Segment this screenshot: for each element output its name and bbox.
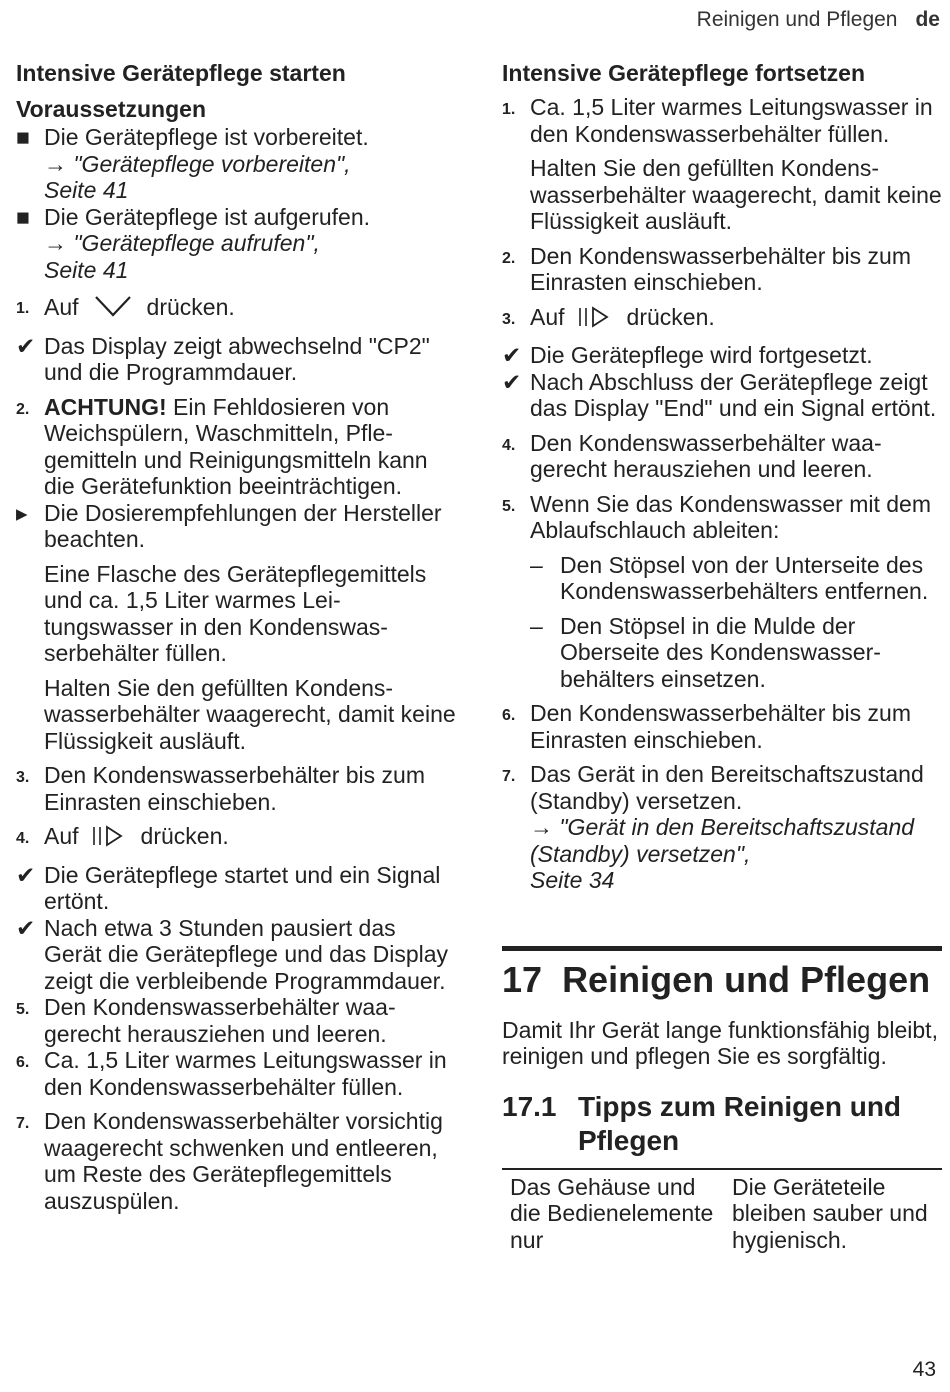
start-pause-icon	[577, 305, 613, 335]
arrow-marker: ▸	[16, 499, 28, 526]
chapter-intro: Damit Ihr Gerät lange funktionsfähig bleibt, reinigen und pflegen Sie es sorgfältig.	[502, 1016, 938, 1069]
step-text: Den Kondenswasserbehälter waagerecht herausziehen und leeren.	[44, 994, 396, 1047]
step-item	[16, 823, 456, 854]
step-number: 4.	[502, 436, 516, 454]
step-number: 2.	[16, 400, 30, 418]
prerequisites-heading: Voraussetzungen	[16, 96, 206, 122]
step-item	[16, 394, 456, 500]
paragraph-text: Eine Flasche des Gerätepflegemittels und ca. 1,5 Liter warmes Leitungswasser in den Kondenswasserbehälter füllen.	[44, 560, 427, 666]
prereq-text: Die Gerätepflege ist vorbereitet.	[44, 124, 369, 150]
result-item	[16, 862, 456, 915]
result-text: Nach Abschluss der Gerätepflege zeigt das Display "End" und ein Signal ertönt.	[530, 368, 937, 421]
result-item	[502, 369, 942, 422]
chapter-rule	[502, 946, 942, 951]
step-text: Den Kondenswasserbehälter bis zum Einrasten einschieben.	[44, 762, 425, 815]
step-paragraph	[16, 561, 456, 667]
step-item	[502, 491, 942, 544]
step-number: 7.	[16, 1115, 30, 1132]
step-item	[16, 293, 456, 325]
step-text-post: drücken.	[146, 294, 235, 320]
left-column	[16, 58, 456, 1214]
check-icon: ✔	[16, 861, 36, 888]
step-text: Den Kondenswasserbehälter bis zum Einrasten einschieben.	[530, 700, 911, 753]
step-text: Den Kondenswasserbehälter bis zum Einrasten einschieben.	[530, 242, 911, 295]
step-item	[502, 430, 942, 483]
result-item	[502, 342, 942, 369]
step-item	[502, 243, 942, 296]
step-text-pre: Auf	[44, 294, 79, 320]
result-item	[16, 333, 456, 386]
chapter-title	[502, 959, 942, 1001]
step-item	[502, 761, 942, 894]
paragraph-text: Halten Sie den gefüllten Kondenswasserbehälter waagerecht, damit keine Flüssigkeit ausläuft.	[44, 674, 456, 754]
prereq-item	[16, 124, 456, 204]
cross-reference-link[interactable]: → "Gerät in den Bereitschaftszustand (Standby) versetzen",	[530, 814, 915, 867]
step-paragraph	[502, 155, 942, 235]
sub-step-item	[502, 552, 942, 605]
step-number: 6.	[16, 1054, 30, 1071]
step-text: Ca. 1,5 Liter warmes Leitungswasser in den Kondenswasserbehälter füllen.	[44, 1047, 447, 1100]
step-text: Das Gerät in den Bereitschaftszustand (Standby) versetzen.	[530, 761, 924, 814]
sub-step-item	[502, 613, 942, 693]
step-number: 3.	[16, 769, 30, 786]
step-item	[502, 700, 942, 753]
sub-step-text: Den Stöpsel in die Mulde der Oberseite des Kondenswasserbehälters einsetzen.	[560, 612, 881, 692]
right-column	[502, 58, 942, 1253]
step-number: 7.	[502, 768, 516, 785]
step-number: 3.	[502, 310, 516, 328]
check-icon: ✔	[16, 332, 36, 359]
step-text-post: drücken.	[140, 823, 229, 849]
table-cell: Die Geräteteile bleiben sauber und hygienisch.	[732, 1173, 928, 1253]
step-text: Ein Fehldosieren von Weichspülern, Waschmitteln, Pflegemitteln und Reinigungsmitteln kann die Gerätefunktion beeinträchtigen.	[44, 393, 428, 499]
step-number: 6.	[502, 707, 516, 724]
section-number: 17.1	[502, 1090, 557, 1122]
warning-label: ACHTUNG!	[44, 393, 167, 420]
page-number: 43	[912, 1358, 936, 1381]
step-item	[16, 1047, 456, 1100]
step-number: 2.	[502, 249, 516, 267]
bullet-marker: ■	[16, 203, 30, 230]
section-title	[502, 1090, 942, 1158]
chevron-down-icon	[93, 293, 133, 325]
cross-reference-link[interactable]: → "Gerätepflege vorbereiten",	[44, 150, 351, 177]
step-text: Den Kondenswasserbehälter vorsichtig waagerecht schwenken und entleeren, um Reste des Gerätepflegemittels auszuspülen.	[44, 1108, 443, 1214]
chapter-number: 17	[502, 958, 543, 1000]
cross-reference-link[interactable]: → "Gerätepflege aufrufen",	[44, 230, 320, 256]
step-item	[16, 762, 456, 815]
step-item	[502, 94, 942, 147]
right-heading: Intensive Gerätepflege fortsetzen	[502, 60, 865, 86]
cross-reference-page[interactable]: Seite 41	[44, 256, 129, 283]
step-text: Wenn Sie das Kondenswasser mit dem Ablaufschlauch ableiten:	[530, 490, 931, 543]
action-text: Die Dosierempfehlungen der Hersteller beachten.	[44, 499, 442, 552]
step-text-post: drücken.	[626, 303, 715, 330]
result-item	[16, 915, 456, 995]
tips-table	[502, 1168, 942, 1254]
running-header	[697, 8, 940, 32]
check-icon: ✔	[502, 342, 522, 368]
header-language: de	[915, 8, 940, 31]
cross-reference-page[interactable]: Seite 34	[530, 867, 615, 893]
step-text: Ca. 1,5 Liter warmes Leitungswasser in den Kondenswasserbehälter füllen.	[530, 94, 933, 147]
result-text: Nach etwa 3 Stunden pausiert das Gerät die Gerätepflege und das Display zeigt die verbleibende Programmdauer.	[44, 914, 449, 994]
cross-reference-page[interactable]: Seite 41	[44, 177, 129, 203]
chapter-title-text: Reinigen und Pflegen	[562, 958, 931, 1000]
paragraph-text: Halten Sie den gefüllten Kondenswasserbehälter waagerecht, damit keine Flüssigkeit ausläuft.	[530, 155, 942, 234]
sub-step-text: Den Stöpsel von der Unterseite des Kondenswasserbehälters entfernen.	[560, 551, 929, 604]
dash-marker: –	[530, 612, 543, 639]
action-item	[16, 500, 456, 553]
table-cell: Das Gehäuse und die Bedienelemente nur	[510, 1173, 714, 1253]
result-text: Die Gerätepflege wird fortgesetzt.	[530, 342, 873, 368]
section-title-text: Tipps zum Reinigen und Pflegen	[578, 1090, 902, 1156]
step-number: 1.	[502, 101, 516, 118]
step-text: Den Kondenswasserbehälter waagerecht herausziehen und leeren.	[530, 429, 882, 482]
dash-marker: –	[530, 551, 543, 578]
check-icon: ✔	[502, 368, 522, 395]
header-section: Reinigen und Pflegen	[696, 8, 898, 31]
bullet-marker: ■	[16, 124, 30, 150]
step-item	[502, 304, 942, 335]
step-text-pre: Auf	[44, 823, 79, 849]
step-text-pre: Auf	[530, 303, 565, 330]
result-text: Das Display zeigt abwechselnd "CP2" und die Programmdauer.	[44, 332, 430, 385]
step-paragraph	[16, 675, 456, 755]
prereq-item	[16, 204, 456, 284]
step-item	[16, 1108, 456, 1214]
step-number: 4.	[16, 830, 30, 847]
check-icon: ✔	[16, 914, 36, 941]
result-text: Die Gerätepflege startet und ein Signal ertönt.	[44, 861, 441, 914]
step-item	[16, 994, 456, 1047]
step-number: 1.	[16, 300, 30, 317]
left-heading: Intensive Gerätepflege starten	[16, 60, 346, 86]
start-pause-icon	[91, 824, 127, 854]
step-number: 5.	[502, 497, 516, 515]
step-number: 5.	[16, 1001, 30, 1018]
prereq-text: Die Gerätepflege ist aufgerufen.	[44, 203, 371, 230]
